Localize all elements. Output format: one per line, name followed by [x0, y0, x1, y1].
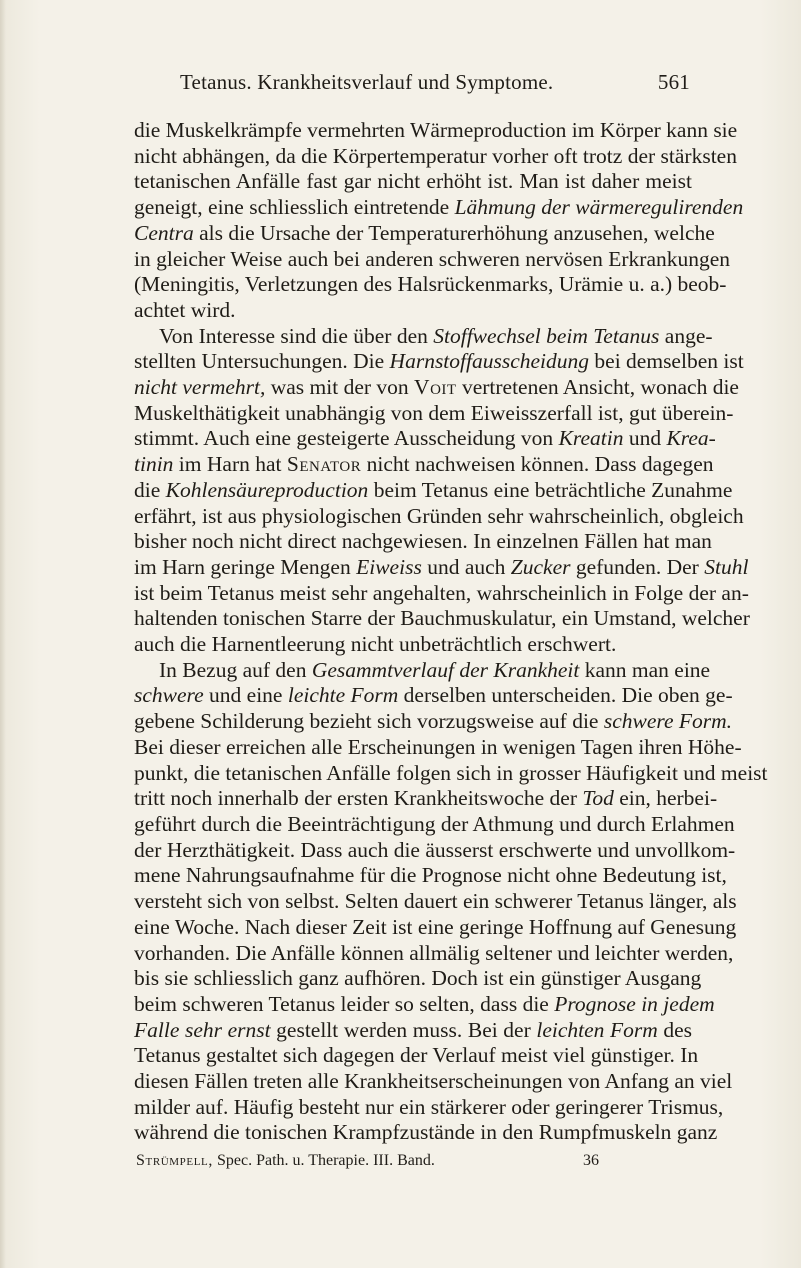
- text-line: [134, 246, 731, 273]
- text-line: [134, 529, 712, 555]
- text-run: (Meningitis, Verletzungen des Halsrückenmarks, Urämie u. a.) beob-: [134, 272, 727, 297]
- text-run: tetanischen Anfälle fast gar nicht erhöht ist. Man ist daher meist: [134, 169, 692, 194]
- text-line: [134, 375, 739, 401]
- italic-term: Stuhl: [704, 554, 749, 579]
- text-line: [134, 169, 692, 195]
- text-line: [134, 657, 711, 684]
- text-line: [134, 734, 742, 761]
- text-run: haltenden tonischen Starre der Bauchmuskulatur, ein Umstand, welcher: [134, 606, 750, 631]
- text-run: tritt noch innerhalb der ersten Krankheitswoche der: [134, 786, 583, 811]
- signature-mark: 36: [583, 1152, 599, 1169]
- italic-term: Lähmung der wärmeregulirenden: [454, 195, 744, 220]
- text-line: [134, 786, 718, 812]
- text-run: bei demselben ist: [589, 349, 744, 374]
- text-line: [134, 1043, 699, 1069]
- text-line: [134, 195, 744, 221]
- text-line: [134, 760, 768, 787]
- footer-author: Strümpell,: [136, 1152, 213, 1169]
- text-line: [134, 400, 734, 427]
- text-run: vertretenen Ansicht, wonach die: [456, 375, 739, 400]
- italic-term: Falle sehr ernst: [134, 1017, 271, 1042]
- italic-term: leichte Form: [287, 683, 399, 708]
- italic-term: Kohlensäureproduction: [165, 477, 369, 502]
- text-run: Von Interesse sind die über den: [159, 323, 434, 348]
- text-run: im Harn hat: [173, 452, 287, 477]
- running-head: [130, 70, 690, 100]
- text-line: [134, 863, 727, 889]
- text-run: nicht nachweisen können. Dass dagegen: [361, 452, 714, 477]
- text-run: eine Woche. Nach dieser Zeit ist eine geringe Hoffnung auf Genesung: [134, 914, 737, 939]
- italic-term: Gesammtverlauf der Krankheit: [311, 657, 580, 682]
- text-line: [134, 837, 736, 864]
- text-line: [134, 1018, 692, 1044]
- text-line: [134, 1094, 724, 1121]
- text-line: [134, 914, 737, 941]
- text-run: und auch: [421, 554, 511, 579]
- italic-term: Harnstoffausscheidung: [389, 349, 590, 374]
- text-line: [134, 940, 734, 967]
- text-line: [134, 1120, 718, 1146]
- footer-source: Spec. Path. u. Therapie. III. Band.: [212, 1152, 435, 1169]
- text-run: der Herzthätigkeit. Dass auch die äusserst erschwerte und unvollkom-: [134, 837, 736, 862]
- text-run: ist beim Tetanus meist sehr angehalten, wahrscheinlich in Folge der an-: [134, 580, 749, 605]
- text-line: [134, 503, 744, 530]
- text-run: geführt durch die Beeinträchtigung der Athmung und durch Erlahmen: [134, 811, 735, 836]
- text-run: ein, herbei-: [613, 786, 718, 811]
- text-run: diesen Fällen treten alle Krankheitserscheinungen von Anfang an viel: [134, 1069, 733, 1094]
- text-run: nicht abhängen, da die Körpertemperatur vorher oft trotz der stärksten: [134, 143, 737, 168]
- text-run: die: [134, 477, 166, 502]
- text-run: erfährt, ist aus physiologischen Gründen sehr wahrscheinlich, obgleich: [134, 503, 744, 528]
- text-line: [134, 426, 716, 452]
- text-run: Tetanus gestaltet sich dagegen der Verlauf meist viel günstiger. In: [134, 1043, 699, 1068]
- text-run: gefunden. Der: [570, 554, 705, 579]
- text-line: [134, 554, 749, 581]
- text-run: als die Ursache der Temperaturerhöhung anzusehen, welche: [193, 220, 715, 245]
- text-run: ange-: [659, 323, 713, 348]
- page-gutter-shadow: [0, 0, 6, 1268]
- text-run: beim schweren Tetanus leider so selten, dass die: [134, 991, 555, 1016]
- text-line: [134, 118, 738, 144]
- text-line: [134, 683, 733, 709]
- author-name: Voit: [414, 375, 457, 400]
- text-line: [134, 143, 737, 170]
- text-run: bis sie schliesslich ganz aufhören. Doch ist ein günstiger Ausgang: [134, 966, 702, 991]
- text-line: [134, 220, 715, 247]
- text-run: in gleicher Weise auch bei anderen schweren nervösen Erkrankungen: [134, 246, 731, 271]
- text-line: [134, 811, 735, 838]
- text-run: beim Tetanus eine beträchtliche Zunahme: [368, 477, 733, 502]
- text-run: versteht sich von selbst. Selten dauert ein schwerer Tetanus länger, als: [134, 889, 737, 914]
- text-run: bisher noch nicht direct nachgewiesen. In einzelnen Fällen hat man: [134, 529, 712, 554]
- text-line: [134, 323, 713, 350]
- text-line: [134, 580, 749, 607]
- text-run: während die tonischen Krampfzustände in den Rumpfmuskeln ganz: [134, 1120, 718, 1145]
- text-run: des: [657, 1017, 693, 1042]
- italic-term: schwere: [134, 683, 204, 708]
- text-line: [134, 889, 737, 915]
- text-run: auch die Harnentleerung nicht unbeträchtlich erschwert.: [134, 632, 617, 657]
- text-run: milder auf. Häufig besteht nur ein stärkerer oder geringerer Trismus,: [134, 1094, 724, 1119]
- italic-term: Centra: [134, 220, 194, 245]
- text-run: mene Nahrungsaufnahme für die Prognose nicht ohne Bedeutung ist,: [134, 863, 727, 888]
- text-run: und: [623, 426, 667, 451]
- page-number: 561: [657, 70, 690, 94]
- text-line: [134, 606, 750, 632]
- text-line: [134, 272, 727, 298]
- text-line: [134, 298, 692, 324]
- text-run: gebene Schilderung bezieht sich vorzugsweise auf die: [134, 709, 604, 734]
- italic-term: Prognose in jedem: [554, 991, 715, 1016]
- italic-term: Kreatin: [558, 426, 624, 451]
- italic-term: leichten Form: [536, 1017, 658, 1042]
- text-run: Bei dieser erreichen alle Erscheinungen in wenigen Tagen ihren Höhe-: [134, 734, 742, 759]
- text-line: [134, 477, 733, 504]
- italic-term: Stoffwechsel beim Tetanus: [433, 323, 660, 348]
- text-run: kann man eine: [579, 657, 711, 682]
- text-run: In Bezug auf den: [159, 657, 312, 682]
- body-text: [134, 118, 768, 1146]
- text-run: punkt, die tetanischen Anfälle folgen sich in grosser Häufigkeit und meist: [134, 760, 768, 785]
- text-run: derselben unterscheiden. Die oben ge-: [398, 683, 733, 708]
- italic-term: tinin: [134, 452, 174, 477]
- text-line: [134, 1069, 733, 1095]
- italic-term: Zucker: [510, 554, 571, 579]
- text-line: [134, 966, 702, 992]
- text-run: gestellt werden muss. Bei der: [270, 1017, 537, 1042]
- text-line: [134, 452, 714, 478]
- page-footer: [136, 1152, 692, 1170]
- text-line: [134, 991, 715, 1018]
- italic-term: nicht vermehrt,: [134, 375, 266, 400]
- text-run: stellten Untersuchungen. Die: [134, 349, 390, 374]
- author-name: Senator: [286, 452, 362, 477]
- running-head-title: Tetanus. Krankheitsverlauf und Symptome.: [180, 70, 554, 94]
- text-run: vorhanden. Die Anfälle können allmälig seltener und leichter werden,: [134, 940, 734, 965]
- text-line: [134, 349, 744, 375]
- text-run: im Harn geringe Mengen: [134, 554, 357, 579]
- text-line: [134, 709, 733, 735]
- text-run: was mit der von: [265, 375, 415, 400]
- italic-term: Krea-: [666, 426, 716, 451]
- italic-term: Tod: [582, 786, 614, 811]
- text-run: stimmt. Auch eine gesteigerte Ausscheidung von: [134, 426, 559, 451]
- text-run: geneigt, eine schliesslich eintretende: [134, 195, 455, 220]
- italic-term: schwere Form.: [603, 709, 733, 734]
- text-run: achtet wird.: [134, 297, 236, 322]
- text-line: [134, 632, 692, 658]
- text-run: Muskelthätigkeit unabhängig von dem Eiweisszerfall ist, gut überein-: [134, 400, 734, 425]
- text-run: die Muskelkrämpfe vermehrten Wärmeproduction im Körper kann sie: [134, 118, 738, 142]
- text-run: und eine: [203, 683, 288, 708]
- italic-term: Eiweiss: [356, 554, 422, 579]
